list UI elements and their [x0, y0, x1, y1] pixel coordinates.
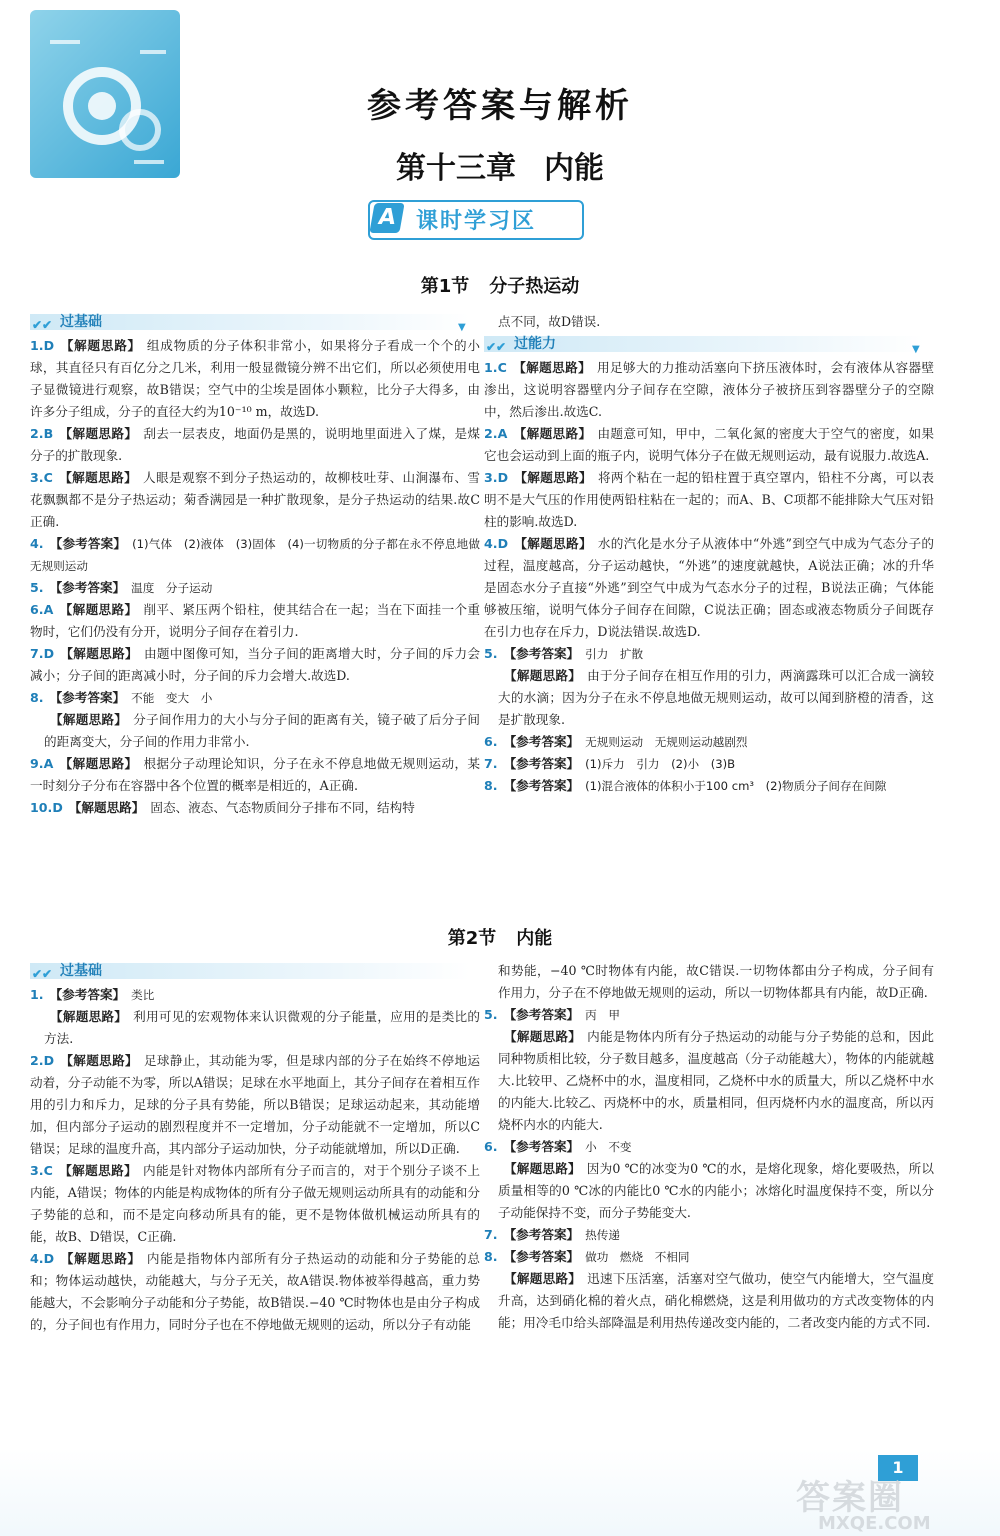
question-number: 3. [484, 470, 498, 485]
question-number: 1. [484, 360, 498, 375]
answer-tag: 【参考答案】 [503, 1227, 580, 1242]
question-number: 6. [30, 602, 44, 617]
answer-text: 类比 [131, 988, 155, 1002]
answer-key: C [43, 1163, 53, 1178]
answer-text: 迅速下压活塞，活塞对空气做功，使空气内能增大，空气温度升高，达到硝化棉的着火点，硝化棉燃烧，这是利用做功的方式改变物体的内能；用冷毛巾给头部降温是利用热传递改变内能的，二者改变内能的方式不同. [498, 1271, 935, 1330]
section-1-ability-answers [484, 357, 934, 797]
answer-text: 水的汽化是水分子从液体中“外逃”到空气中成为气态分子的过程，温度越高，分子运动越快，“外逃”的速度就越快，A说法正确；冰的升华是固态水分子直接“外逃”到空气中成为气态水分子的过程，B说法正确；气体能够被压缩，说明气体分子间存在间隙，C说法正确；固态或液态物质分子间既存在引力也存在斥力，D说法错误.故选D. [484, 536, 934, 639]
triangle-down-icon: ▼ [458, 322, 466, 333]
answer-tag: 【参考答案】 [503, 1139, 580, 1154]
answer-tag: 【参考答案】 [503, 1007, 580, 1022]
question-number: 7. [30, 646, 44, 661]
question-number: 7. [484, 756, 498, 771]
answer-key: B [43, 426, 54, 441]
answer-tag: 【参考答案】 [503, 646, 580, 661]
answer-tag: 【解题思路】 [59, 426, 138, 441]
answer-text: 内能是物体内所有分子热运动的动能与分子势能的总和，因此同种物质相比较，分子数目越多，温度越高（分子动能越大），物体的内能就越大.比较甲、乙烧杯中的水，温度相同，乙烧杯中水的质量大，所以乙烧杯中水的内能大.比较乙、丙烧杯中的水，质量相同，但丙烧杯内水的温度高，所以丙烧杯内水的内能大. [498, 1029, 935, 1132]
answer-tag: 【解题思路】 [60, 646, 138, 661]
answer-key: A [497, 426, 508, 441]
answer-text: 不能 变大 小 [131, 691, 213, 705]
answer-text: 无规则运动 无规则运动越剧烈 [585, 735, 748, 749]
section-1-number: 第1节 [420, 276, 470, 297]
answer-text: (1)混合液体的体积小于100 cm³ (2)物质分子间存在间隙 [585, 779, 887, 793]
section-2-name: 内能 [516, 928, 553, 949]
answer-tag: 【解题思路】 [504, 668, 582, 683]
page-title: 参考答案与解析 [367, 86, 633, 126]
section-1-name: 分子热运动 [489, 276, 580, 297]
answer-tag: 【参考答案】 [49, 690, 126, 705]
question-number: 8. [484, 1249, 498, 1264]
section-1-right-column [484, 311, 934, 797]
answer-tag: 【解题思路】 [58, 470, 138, 485]
answer-text: (1)斥力 引力 (2)小 (3)B [585, 757, 736, 771]
question-number: 4. [30, 536, 44, 551]
chapter-name: 内能 [544, 151, 604, 186]
answer-item [30, 984, 480, 1006]
answer-text: (1)气体 (2)液体 (3)固体 (4)一切物质的分子都在永不停息地做无规则运动 [30, 537, 480, 573]
answer-item [30, 687, 480, 709]
answer-text: 内能是针对物体内部所有分子而言的，对于个别分子谈不上内能，A错误；物体的内能是构成物体的所有分子做无规则运动所具有的动能和分子势能的总和，而不是定向移动所具有的能，更不是物体做机械运动所具有的能，故B、D错误，C正确. [30, 1163, 481, 1244]
section-2-basic-answers [30, 984, 480, 1336]
answer-item [30, 599, 480, 643]
answer-key: D [497, 470, 509, 485]
answer-tag: 【解题思路】 [59, 756, 138, 771]
answer-item [484, 1004, 934, 1026]
answer-tag: 【解题思路】 [60, 338, 141, 353]
answer-item [30, 797, 480, 819]
answer-item [484, 1246, 934, 1268]
section-1-ability-header [484, 333, 934, 355]
answer-text: 利用可见的宏观物体来认识微观的分子能量，应用的是类比的方法. [44, 1009, 481, 1046]
answer-item [30, 709, 480, 753]
section-2-title [0, 924, 1000, 950]
answer-tag: 【解题思路】 [504, 1161, 581, 1176]
answer-tag: 【解题思路】 [59, 602, 138, 617]
question-number: 2. [30, 426, 44, 441]
basic-label: 过基础 [60, 963, 102, 979]
question-number: 3. [30, 1163, 44, 1178]
question-number: 7. [484, 1227, 498, 1242]
question-number: 6. [484, 734, 498, 749]
answer-item [484, 1158, 934, 1224]
question-number: 10. [30, 800, 53, 815]
question-number: 8. [484, 778, 498, 793]
continued-text: 点不同，故D错误. [498, 314, 601, 329]
answer-tag: 【解题思路】 [504, 1271, 582, 1286]
page-number: 1 [878, 1455, 918, 1481]
question-number: 2. [30, 1053, 44, 1068]
answer-text: 根据分子动理论知识，分子在永不停息地做无规则运动，某一时刻分子分布在容器中各个位置的概率是相近的，A正确. [30, 756, 481, 793]
answer-item [30, 533, 480, 577]
answer-key: D [43, 1053, 55, 1068]
answer-tag: 【解题思路】 [514, 470, 592, 485]
answer-item [30, 423, 480, 467]
section-2-left-column [30, 960, 480, 1336]
watermark [796, 1470, 992, 1534]
answer-key: C [497, 360, 507, 375]
answer-item [30, 467, 480, 533]
chapter-number: 第十三章 [396, 151, 516, 186]
question-number: 3. [30, 470, 44, 485]
answer-item [30, 1248, 480, 1336]
answer-text: 因为0 ℃的冰变为0 ℃的水，是熔化现象，熔化要吸热，所以质量相等的0 ℃冰的内能比0 ℃水的内能小；冰熔化时温度保持不变，所以分子动能保持不变，而分子势能变大. [498, 1161, 934, 1220]
answer-tag: 【解题思路】 [514, 536, 592, 551]
checkmark-icon: ✔✔ [32, 318, 53, 332]
answer-text: 刮去一层表皮，地面仍是黑的，说明地里面进入了煤，是煤分子的扩散现象. [30, 426, 481, 463]
answer-key: D [497, 536, 509, 551]
answer-item [30, 577, 480, 599]
answer-item [484, 731, 934, 753]
section-2-answers-cont [484, 1004, 934, 1334]
answer-text: 将两个粘在一起的铅柱置于真空罩内，铅柱不分离，可以表明不是大气压的作用使两铅柱粘在一起的；而A、B、C项都不能排除大气压对铅柱的影响.故选D. [484, 470, 935, 529]
answer-item [484, 533, 934, 643]
answer-tag: 【参考答案】 [503, 756, 580, 771]
answer-text: 组成物质的分子体积非常小，如果将分子看成一个个的小球，其直径只有百亿分之几米，利用一般显微镜分辨不出它们，所以必须使用电子显微镜进行观察，故B错误；空气中的尘埃是固体小颗粒，比分子大得多，由许多分子组成，分子的直径大约为10⁻¹⁰ m，故选D. [30, 338, 481, 419]
section-2-basic-header [30, 960, 480, 982]
answer-tag: 【参考答案】 [503, 734, 580, 749]
answer-tag: 【参考答案】 [49, 536, 127, 551]
answer-item [30, 1160, 480, 1248]
answer-item [484, 467, 934, 533]
question-number: 5. [30, 580, 44, 595]
answer-tag: 【解题思路】 [68, 800, 145, 815]
answer-item [30, 643, 480, 687]
answer-tag: 【参考答案】 [503, 778, 580, 793]
answer-key: D [43, 646, 55, 661]
answer-text: 削平、紧压两个铅柱，使其结合在一起；当在下面挂一个重物时，它们仍没有分开，说明分子间存在着引力. [30, 602, 481, 639]
answer-key: C [43, 470, 53, 485]
answer-text: 分子间作用力的大小与分子间的距离有关，镜子破了后分子间的距离变大，分子间的作用力非常小. [44, 712, 481, 749]
checkmark-icon: ✔✔ [32, 967, 53, 981]
question-number: 8. [30, 690, 44, 705]
answer-text: 做功 燃烧 不相同 [585, 1250, 690, 1264]
question-number: 2. [484, 426, 498, 441]
question-number: 1. [30, 987, 44, 1002]
answer-key: D [52, 800, 63, 815]
answer-item [30, 1006, 480, 1050]
section-1-basic-answers [30, 335, 480, 819]
question-number: 4. [484, 536, 498, 551]
answer-key: A [43, 602, 54, 617]
answer-text: 用足够大的力推动活塞向下挤压液体时，会有液体从容器壁渗出，这说明容器壁内分子间存在空隙，液体分子被挤压到容器壁分子的空隙中，然后渗出.故选C. [484, 360, 935, 419]
answer-key: D [43, 1251, 55, 1266]
answer-text: 引力 扩散 [585, 647, 644, 661]
section-2-right-column [484, 960, 934, 1334]
answer-item [30, 1050, 480, 1160]
answer-tag: 【解题思路】 [513, 426, 592, 441]
answer-text: 温度 分子运动 [131, 581, 213, 595]
question-number: 9. [30, 756, 44, 771]
zone-letter-badge: A [369, 203, 404, 233]
answer-item [484, 1136, 934, 1158]
answer-item [484, 423, 934, 467]
answer-key: D [43, 338, 55, 353]
answer-tag: 【解题思路】 [60, 1251, 141, 1266]
answer-tag: 【参考答案】 [49, 580, 126, 595]
answer-item [484, 643, 934, 665]
question-number: 4. [30, 1251, 44, 1266]
answer-text: 丙 甲 [585, 1008, 620, 1022]
page-header [0, 78, 1000, 187]
answer-tag: 【解题思路】 [50, 1009, 128, 1024]
answer-tag: 【参考答案】 [49, 987, 126, 1002]
question-number: 5. [484, 1007, 498, 1022]
answer-text: 足球静止，其动能为零，但是球内部的分子在始终不停地运动着，分子动能不为零，所以A错误；足球在水平地面上，其分子间存在着相互作用的引力和斥力，足球的分子具有势能，所以B错误；足球运动起来，其动能增加，但内部分子运动的剧烈程度并不一定增加，分子动能就不一定增加，所以C错误；足球的温度升高，其内部分子运动加快，分子动能就增加，所以D正确. [30, 1053, 481, 1156]
answer-item [484, 775, 934, 797]
section-1-left-column [30, 311, 480, 819]
answer-item [484, 1224, 934, 1246]
answer-item [30, 753, 480, 797]
answer-item [30, 335, 480, 423]
section-1-title [0, 272, 1000, 298]
answer-text: 由于分子间存在相互作用的引力，两滴露珠可以汇合成一滴较大的水滴；因为分子在永不停息地做无规则运动，故可以闻到脐橙的清香，这是扩散现象. [498, 668, 935, 727]
question-number: 6. [484, 1139, 498, 1154]
answer-item [484, 1268, 934, 1334]
answer-text: 由题中图像可知，当分子间的距离增大时，分子间的斥力会减小；分子间的距离减小时，分子间的斥力会增大.故选D. [30, 646, 481, 683]
checkmark-icon: ✔✔ [486, 340, 507, 354]
answer-text: 固态、液态、气态物质间分子排布不同，结构特 [150, 800, 415, 815]
ability-label: 过能力 [514, 336, 556, 352]
watermark-url: MXQE.COM [818, 1513, 931, 1534]
question-number: 1. [30, 338, 44, 353]
chapter-title [0, 143, 1000, 187]
continued-text: 和势能，−40 ℃时物体有内能，故C错误.一切物体都由分子构成，分子间有作用力，分子在不停地做无规则的运动，所以一切物体都具有内能，故D正确. [498, 963, 934, 1000]
answer-tag: 【参考答案】 [503, 1249, 580, 1264]
section-2-number: 第2节 [447, 928, 497, 949]
answer-text: 热传递 [585, 1228, 620, 1242]
answer-text: 人眼是观察不到分子热运动的，故柳枝吐芽、山涧瀑布、雪花飘飘都不是分子热运动；菊香满园是一种扩散现象，是分子热运动的结果.故C正确. [30, 470, 481, 529]
answer-text: 由题意可知，甲中，二氧化氮的密度大于空气的密度，如果它也会运动到上面的瓶子内，说明气体分子在做无规则运动，最有说服力.故选A. [484, 426, 935, 463]
answer-text: 小 不变 [585, 1140, 632, 1154]
answer-tag: 【解题思路】 [50, 712, 128, 727]
basic-label: 过基础 [60, 314, 102, 330]
triangle-down-icon: ▼ [912, 344, 920, 355]
answer-item [484, 753, 934, 775]
watermark-text: 答案圈 [796, 1478, 904, 1518]
answer-item [484, 1026, 934, 1136]
zone-banner [368, 200, 586, 240]
answer-text: 内能是指物体内部所有分子热运动的动能和分子势能的总和；物体运动越快，动能越大，与分子无关，故A错误.物体被举得越高，重力势能越大，不会影响分子动能和分子势能，故B错误.−40 ℃时物体也是由分子构成的，分子间也有作用力，同时分子也在不停地做无规则的运动，所以分子有动能 [30, 1251, 481, 1332]
question-number: 5. [484, 646, 498, 661]
answer-tag: 【解题思路】 [504, 1029, 582, 1044]
section-1-basic-header [30, 311, 480, 333]
answer-item [484, 357, 934, 423]
answer-tag: 【解题思路】 [512, 360, 592, 375]
answer-item [484, 665, 934, 731]
answer-tag: 【解题思路】 [60, 1053, 138, 1068]
answer-tag: 【解题思路】 [58, 1163, 138, 1178]
zone-label: 课时学习区 [416, 209, 537, 234]
answer-key: A [43, 756, 54, 771]
